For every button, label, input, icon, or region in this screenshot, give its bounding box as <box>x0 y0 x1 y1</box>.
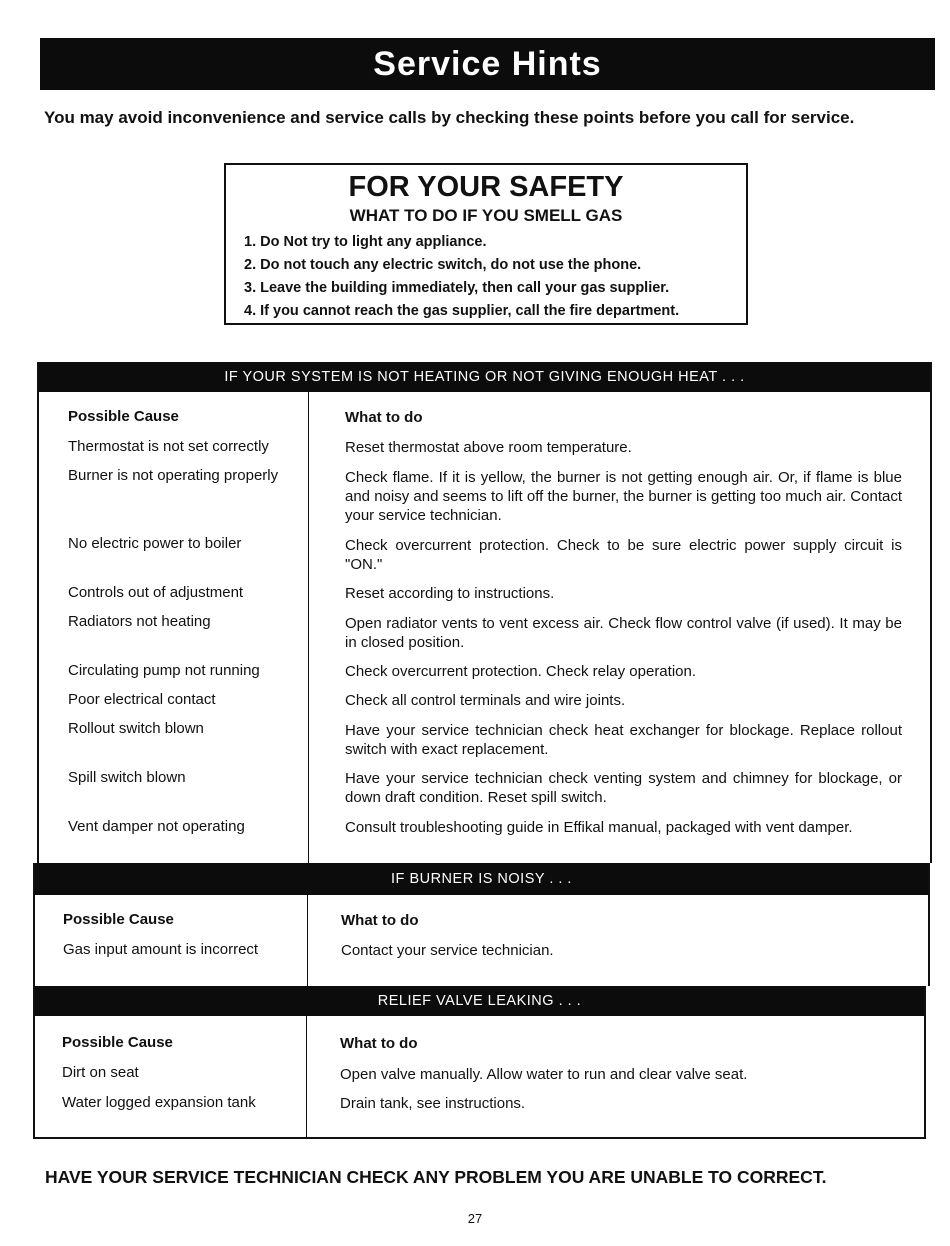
page-title: Service Hints <box>40 38 935 90</box>
section-header: IF BURNER IS NOISY . . . <box>35 863 928 895</box>
cause-text: Dirt on seat <box>62 1064 139 1081</box>
what-to-do-heading: What to do <box>341 912 419 929</box>
column-divider <box>307 895 308 986</box>
safety-box <box>224 163 748 325</box>
column-divider <box>308 392 309 863</box>
todo-text: Reset according to instructions. <box>345 585 555 602</box>
column-divider <box>306 1016 307 1137</box>
todo-text: Check all control terminals and wire joints. <box>345 692 626 709</box>
safety-title: FOR YOUR SAFETY <box>348 171 624 203</box>
safety-item: 1. Do Not try to light any appliance. <box>244 234 487 250</box>
cause-text: Vent damper not operating <box>68 818 245 835</box>
cause-text: Radiators not heating <box>68 613 211 630</box>
todo-text: Check overcurrent protection. Check relay operation. <box>345 663 697 680</box>
possible-cause-heading: Possible Cause <box>68 408 179 425</box>
possible-cause-heading: Possible Cause <box>62 1034 173 1051</box>
cause-text: Thermostat is not set correctly <box>68 438 269 455</box>
todo-text: Check flame. If it is yellow, the burner is not getting enough air. Or, if flame is blue and noisy and seems to lift off the burner, the burner is getting too much air. Contact your service technician. <box>345 469 902 524</box>
cause-text: Burner is not operating properly <box>68 467 279 484</box>
todo-text: Open radiator vents to vent excess air. Check flow control valve (if used). It may be in closed position. <box>345 615 902 651</box>
safety-item: 3. Leave the building immediately, then call your gas supplier. <box>244 280 670 296</box>
safety-item: 4. If you cannot reach the gas supplier, call the fire department. <box>244 303 680 319</box>
relief-valve-table <box>33 986 926 1139</box>
safety-list <box>244 231 746 323</box>
closing-note: HAVE YOUR SERVICE TECHNICIAN CHECK ANY PROBLEM YOU ARE UNABLE TO CORRECT. <box>45 1167 827 1187</box>
todo-text: Consult troubleshooting guide in Effikal manual, packaged with vent damper. <box>345 819 853 836</box>
cause-text: Circulating pump not running <box>68 662 260 679</box>
safety-item: 2. Do not touch any electric switch, do not use the phone. <box>244 257 642 273</box>
safety-subtitle: WHAT TO DO IF YOU SMELL GAS <box>349 206 623 225</box>
cause-text: Rollout switch blown <box>68 720 204 737</box>
page-number: 27 <box>467 1211 483 1226</box>
cause-text: Gas input amount is incorrect <box>63 941 259 958</box>
intro-text: You may avoid inconvenience and service calls by checking these points before you call for service. <box>44 108 855 127</box>
cause-text: No electric power to boiler <box>68 535 242 552</box>
todo-text: Drain tank, see instructions. <box>340 1095 526 1112</box>
todo-text: Contact your service technician. <box>341 942 554 959</box>
todo-text: Have your service technician check venting system and chimney for blockage, or down draft condition. Reset spill switch. <box>345 770 902 806</box>
cause-text: Water logged expansion tank <box>62 1094 256 1111</box>
todo-text: Open valve manually. Allow water to run and clear valve seat. <box>340 1066 748 1083</box>
what-to-do-heading: What to do <box>340 1035 418 1052</box>
cause-text: Poor electrical contact <box>68 691 216 708</box>
not-heating-table <box>37 362 932 863</box>
todo-text: Check overcurrent protection. Check to be sure electric power supply circuit is "ON." <box>345 537 902 573</box>
cause-text: Controls out of adjustment <box>68 584 244 601</box>
section-header: RELIEF VALVE LEAKING . . . <box>35 986 924 1016</box>
section-header: IF YOUR SYSTEM IS NOT HEATING OR NOT GIVING ENOUGH HEAT . . . <box>39 362 930 392</box>
cause-text: Spill switch blown <box>68 769 186 786</box>
possible-cause-heading: Possible Cause <box>63 911 174 928</box>
todo-text: Have your service technician check heat exchanger for blockage. Replace rollout switch with exact replacement. <box>345 722 902 758</box>
what-to-do-heading: What to do <box>345 409 423 426</box>
todo-text: Reset thermostat above room temperature. <box>345 439 632 456</box>
burner-noisy-table <box>33 863 930 986</box>
